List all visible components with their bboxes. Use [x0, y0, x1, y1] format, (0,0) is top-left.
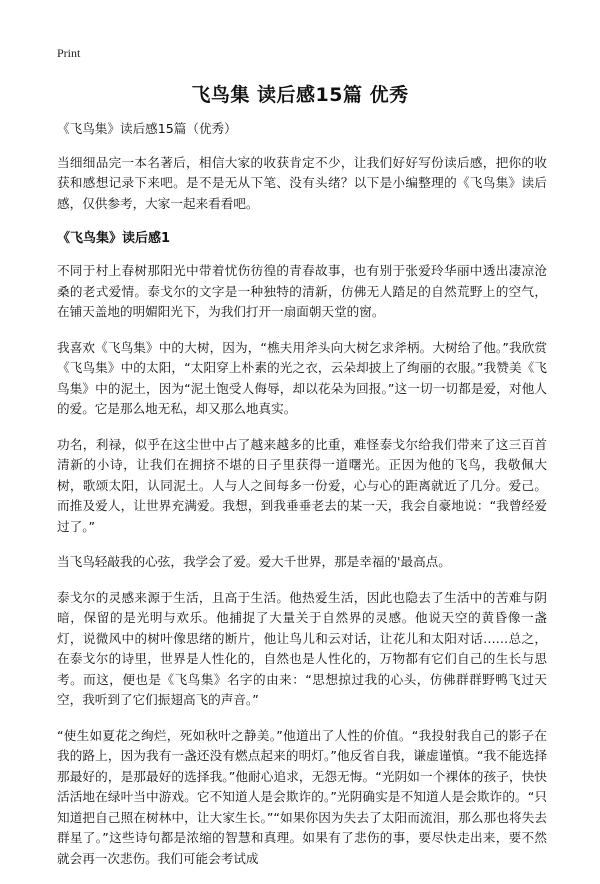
body-paragraph-4: 当飞鸟轻敲我的心弦，我学会了爱。爱大千世界，那是幸福的'最高点。 [57, 554, 451, 569]
article-subtitle: 《飞鸟集》读后感15篇（优秀） [57, 121, 237, 136]
print-link[interactable]: Print [57, 46, 81, 60]
page-title: 飞鸟集 读后感15篇 优秀 [191, 84, 409, 106]
section-heading: 《飞鸟集》读后感1 [57, 231, 171, 246]
intro-paragraph: 当细细品完一本名著后，相信大家的收获肯定不少，让我们好好写份读后感，把你的收获和感想记录下来吧。是不是无从下笔、没有头绪？以下是小编整理的《飞鸟集》读后感，仅供参考，大家一起来看看吧。 [57, 154, 547, 211]
article-body [57, 119, 547, 884]
body-paragraph-2: 我喜欢《飞鸟集》中的大树，因为，“樵夫用斧头向大树乞求斧柄。大树给了他。”我欣赏《飞鸟集》中的太阳，“太阳穿上朴素的光之衣，云朵却披上了绚丽的衣服。”我赞美《飞鸟集》中的泥土，因为“泥土饱受人侮辱，却以花朵为回报。”这一切一切都是爱，对他人的爱。它是那么地无私，却又那么地真实。 [57, 339, 547, 416]
body-paragraph-5: 泰戈尔的灵感来源于生活，且高于生活。他热爱生活，因此也隐去了生活中的苦难与阴暗，保留的是光明与欢乐。他捕捉了大量关于自然界的灵感。他说天空的黄昏像一盏灯，说微风中的树叶像思绪的断片，他让鸟儿和云对话，让花儿和太阳对话……总之，在泰戈尔的诗里，世界是人性化的，自然也是人性化的，万物都有它们自己的生长与思考。而这，便也是《飞鸟集》名字的由来：“思想掠过我的心头，仿佛群群野鸭飞过天空，我听到了它们振翅高飞的声音。” [57, 589, 547, 707]
body-paragraph-3: 功名，利禄，似乎在这尘世中占了越来越多的比重，难怪泰戈尔给我们带来了这三百首清新的小诗，让我们在拥挤不堪的日子里获得一道曙光。正因为他的飞鸟，我敬佩大树，歌颂太阳，认同泥土。人与人之间每多一份爱，心与心的距离就近了几分。爱己。而推及爱人，让世界充满爱。我想，到我垂垂老去的某一天，我会自豪地说：“我曾经爱过了。” [57, 436, 547, 534]
body-paragraph-6: “使生如夏花之绚烂，死如秋叶之静美。”他道出了人性的价值。“我投射我自己的影子在我的路上，因为我有一盏还没有燃点起来的明灯。”他反省自我，谦虚谨慎。“我不能选择那最好的，是那最好的选择我。”他耐心追求，无怨无悔。“光阴如一个裸体的孩子，快快活活地在绿叶当中游戏。它不知道人是会欺诈的。”光阴确实是不知道人是会欺诈的。“只知道把自己照在树林中，让大家生长。”“如果你因为失去了太阳而流泪，那么那也将失去群星了。”这些诗句都是浓缩的智慧和真理。如果有了悲伤的事，要尽快走出来，要不然就会再一次悲伤。我们可能会考试成 [57, 727, 547, 866]
body-paragraph-1: 不同于村上春树那阳光中带着忧伤彷徨的青春故事，也有别于张爱玲华丽中透出凄凉沧桑的老式爱情。泰戈尔的文字是一种独特的清新，仿佛无人踏足的自然荒野上的空气，在铺天盖地的明媚阳光下，为我们打开一扇面朝天堂的窗。 [57, 263, 547, 319]
